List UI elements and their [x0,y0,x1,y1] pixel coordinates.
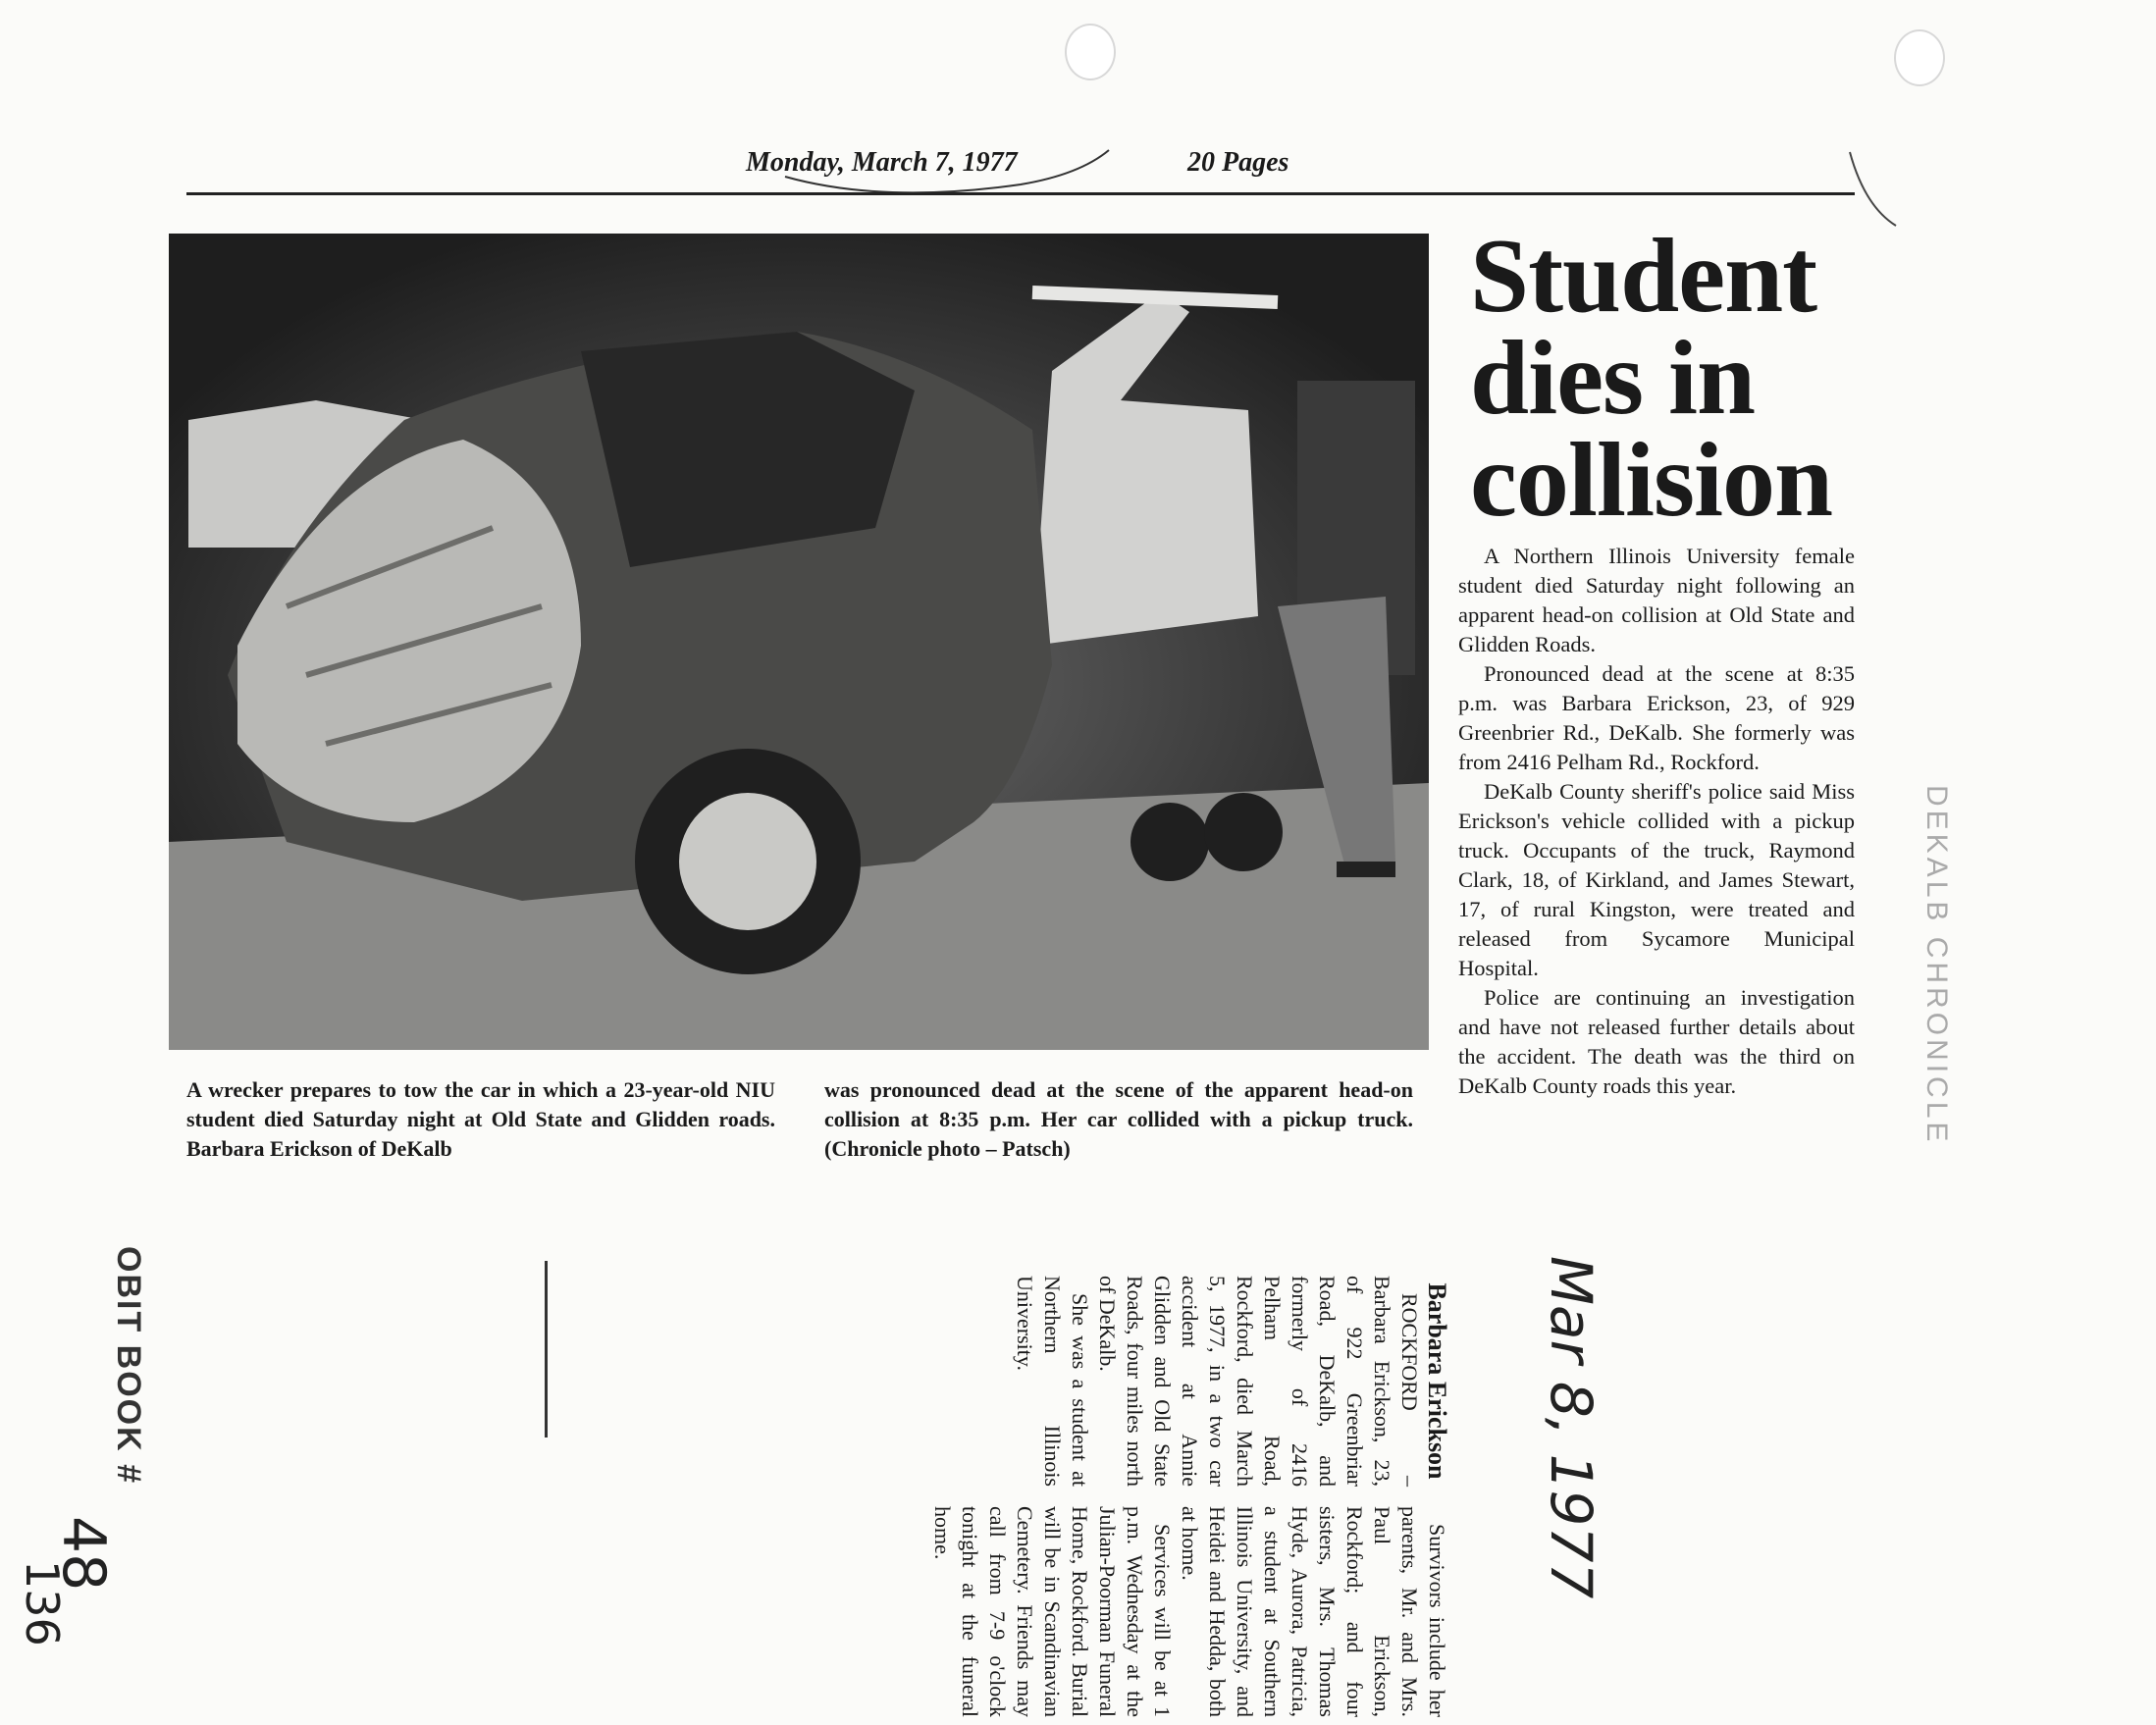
masthead-rule [186,192,1855,195]
obit-book-label-text: OBIT BOOK # [110,1246,147,1486]
obituary-column-2 [928,1506,1450,1717]
photo-caption-right: was pronounced dead at the scene of the apparent head-on collision at 8:35 p.m. Her car collided with a pickup truck. (Chronicle photo – Patsch) [824,1077,1413,1161]
article-paragraph: DeKalb County sheriff's police said Miss Erickson's vehicle collided with a pickup truck. Occupants of the truck, Raymond Clark, 18, of Kirkland, and James Stewart, 17, of rural Kingston, were treated and released from Sycamore Municipal Hospital. [1458,779,1855,980]
obituary-paragraph: Services will be at 1 p.m. Wednesday at the Julian-Poorman Funeral Home, Rockford. Burial will be in Scandinavian Cemetery. Friends may call from 7-9 o'clock tonight at the funeral home. [930,1506,1175,1717]
punch-hole-left [1065,24,1116,80]
handwritten-book-number: 48 [49,1516,118,1592]
article-paragraph: A Northern Illinois University female student died Saturday night following an apparent head-on collision at Old State and Glidden Roads. [1458,544,1855,656]
article-paragraph: Police are continuing an investigation and have not released further details about the accident. The death was the third on DeKalb County roads this year. [1458,985,1855,1098]
wreck-photo [169,234,1429,1050]
photo-caption-left: A wrecker prepares to tow the car in which a 23-year-old NIU student died Saturday night at Old State and Glidden roads. Barbara Erickson of DeKalb [186,1077,775,1161]
headline-line-3: collision [1470,422,1833,539]
punch-hole-right [1894,29,1945,86]
headline [1470,218,1833,539]
handwritten-page-number: 136 [16,1560,69,1647]
date-underline-mark [765,145,1138,214]
article-paragraph: Pronounced dead at the scene at 8:35 p.m. was Barbara Erickson, 23, of 929 Greenbrier Rd., DeKalb. She formerly was from 2416 Pelham Rd., Rockford. [1458,661,1855,774]
handwritten-date: Mar 8, 1977 [1538,1256,1604,1599]
obituary-column-1 [1011,1276,1450,1487]
newspaper-source-stamp: DEKALB CHRONICLE [1920,785,1953,1146]
obituary-clipping [548,1276,1450,1725]
obituary-paragraph: She was a student at Northern Illinois University. [1013,1276,1092,1487]
masthead-date: Monday, March 7, 1977 [746,147,1018,178]
headline-line-2: dies in [1470,320,1756,437]
article-body [1458,542,1855,1101]
corner-pen-mark [1845,147,1904,235]
obituary-name: Barbara Erickson [1423,1282,1451,1480]
masthead-pages: 20 Pages [1187,147,1289,178]
obit-book-label [109,1246,147,1485]
obituary-paragraph: ROCKFORD – Barbara Erickson, 23, of 922 Greenbriar Road, DeKalb, and formerly of 2416 Pelham Road, Rockford, died March 5, 1977, in a two car accident at Annie Glidden and Old State Roads, four miles north of DeKalb. [1095,1276,1422,1487]
headline-line-1: Student [1470,218,1817,335]
obituary-paragraph: Survivors include her parents, Mr. and Mrs. Paul Erickson, Rockford; and four sisters, Mrs. Thomas Hyde, Aurora, Patricia, a student at Southern Illinois University, and Heidei and Hedda, both at home. [1178,1506,1449,1717]
